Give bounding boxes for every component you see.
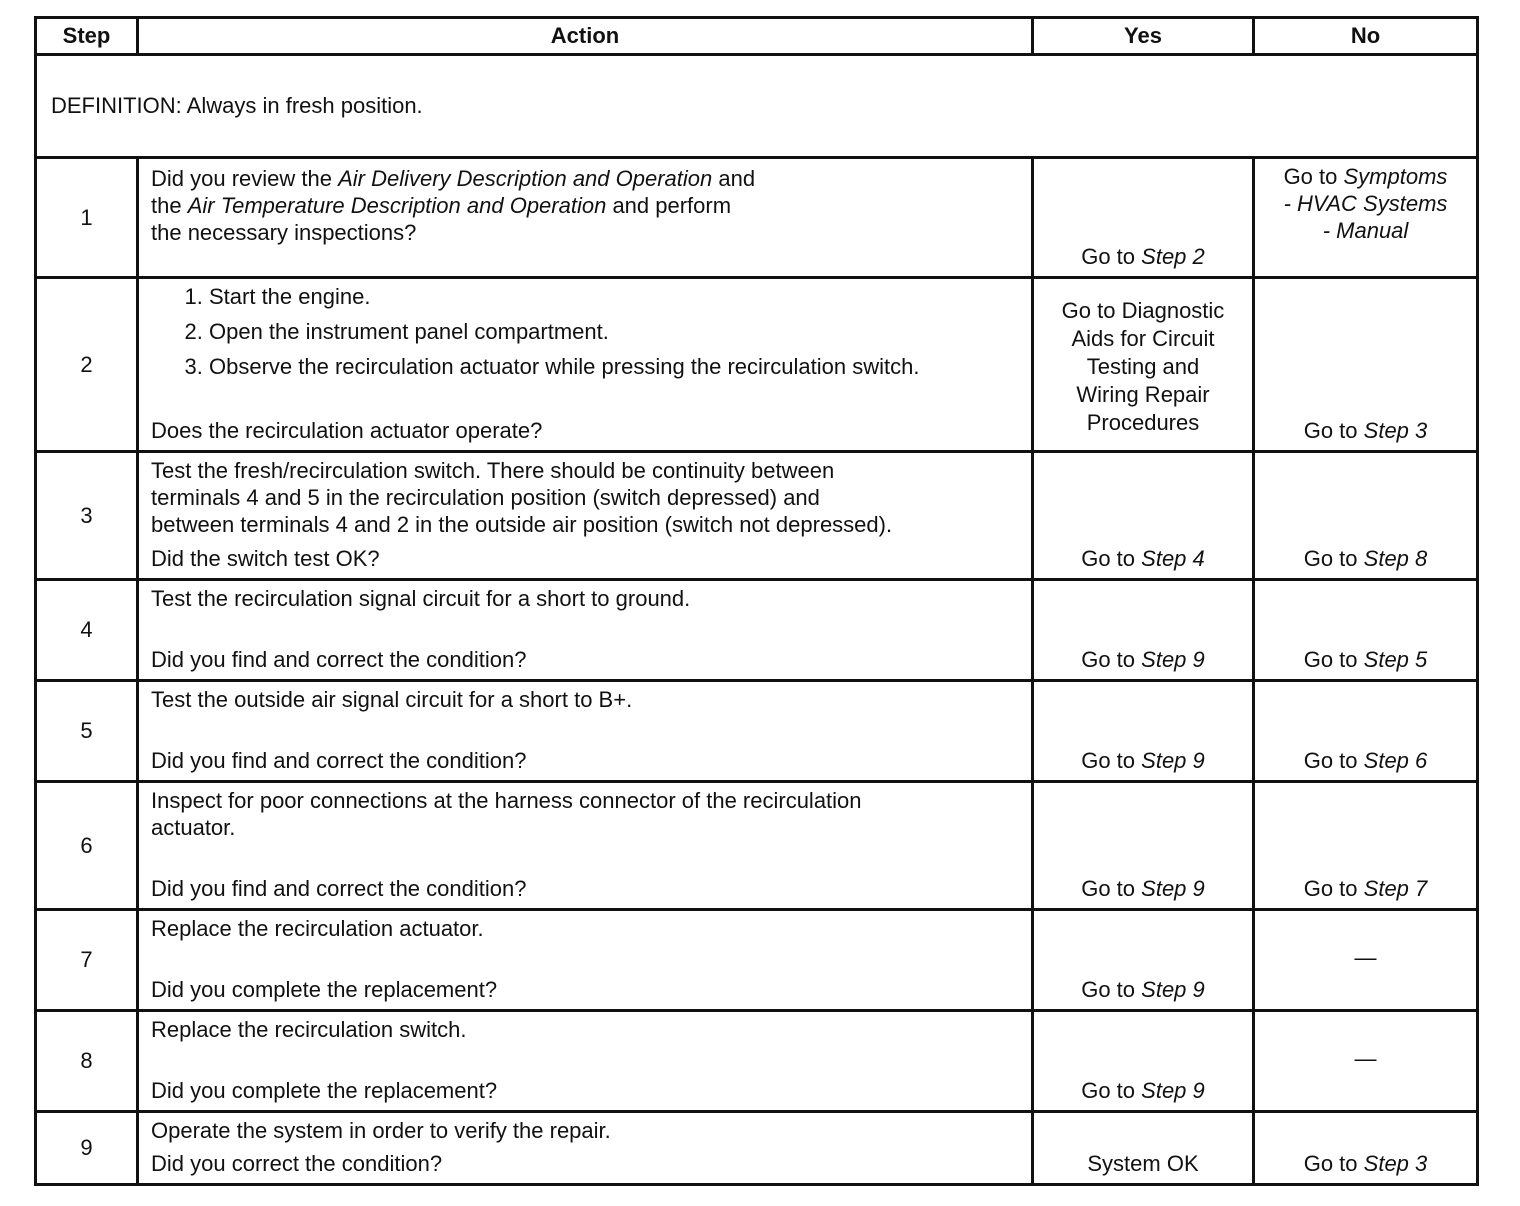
action-cell bbox=[138, 1112, 1033, 1185]
action-text: Replace the recirculation switch. bbox=[151, 1017, 467, 1042]
yes-cell bbox=[1033, 681, 1254, 782]
header-step: Step bbox=[36, 18, 138, 55]
list-item: 3. Observe the recirculation actuator while pressing the recirculation switch. bbox=[209, 353, 1021, 380]
definition-row bbox=[36, 55, 1478, 158]
action-text: Replace the recirculation actuator. bbox=[151, 916, 484, 941]
doc-reference: Symptoms bbox=[1343, 164, 1448, 189]
yes-text: Go to Diagnostic bbox=[1061, 298, 1225, 323]
header-row bbox=[36, 18, 1478, 55]
action-text: Test the fresh/recirculation switch. There should be continuity between bbox=[151, 458, 835, 483]
step-number: 2 bbox=[36, 278, 138, 452]
step-reference: Step 3 bbox=[1363, 418, 1428, 443]
yes-text: System OK bbox=[1087, 1151, 1199, 1176]
action-cell bbox=[138, 681, 1033, 782]
action-cell bbox=[138, 278, 1033, 452]
yes-cell bbox=[1033, 910, 1254, 1011]
action-question: the necessary inspections? bbox=[151, 220, 417, 245]
action-question: Did you complete the replacement? bbox=[151, 1078, 498, 1103]
no-cell bbox=[1254, 158, 1478, 278]
action-question: Did you correct the condition? bbox=[151, 1151, 443, 1176]
go-to-text: Go to bbox=[1081, 647, 1136, 672]
definition-text: DEFINITION: Always in fresh position. bbox=[36, 55, 1478, 158]
action-text: Operate the system in order to verify the repair. bbox=[151, 1118, 611, 1143]
action-question: Does the recirculation actuator operate? bbox=[151, 418, 543, 443]
yes-text: Testing and bbox=[1086, 354, 1200, 379]
header-no: No bbox=[1254, 18, 1478, 55]
no-cell bbox=[1254, 681, 1478, 782]
action-cell bbox=[138, 452, 1033, 580]
doc-reference: - Manual bbox=[1322, 218, 1409, 243]
step-number: 7 bbox=[36, 910, 138, 1011]
action-text: Test the recirculation signal circuit for a short to ground. bbox=[151, 586, 691, 611]
table-row bbox=[36, 158, 1478, 278]
no-cell bbox=[1254, 452, 1478, 580]
step-reference: Step 9 bbox=[1141, 977, 1205, 1002]
step-number: 8 bbox=[36, 1011, 138, 1112]
doc-reference: Air Delivery Description and Operation bbox=[338, 166, 713, 191]
action-cell bbox=[138, 158, 1033, 278]
step-reference: Step 9 bbox=[1141, 748, 1205, 773]
step-reference: Step 3 bbox=[1363, 1151, 1428, 1176]
step-reference: Step 9 bbox=[1141, 1078, 1205, 1103]
action-question: Did you find and correct the condition? bbox=[151, 876, 527, 901]
action-cell bbox=[138, 782, 1033, 910]
step-reference: Step 6 bbox=[1363, 748, 1428, 773]
go-to-text: Go to bbox=[1081, 876, 1136, 901]
action-cell bbox=[138, 910, 1033, 1011]
table-row bbox=[36, 910, 1478, 1011]
header-action: Action bbox=[138, 18, 1033, 55]
step-number: 6 bbox=[36, 782, 138, 910]
table-row bbox=[36, 580, 1478, 681]
go-to-text: Go to bbox=[1081, 244, 1136, 269]
action-text: Test the outside air signal circuit for a short to B+. bbox=[151, 687, 633, 712]
step-number: 4 bbox=[36, 580, 138, 681]
action-list bbox=[151, 283, 1021, 380]
go-to-text: Go to bbox=[1303, 418, 1358, 443]
no-cell bbox=[1254, 1011, 1478, 1112]
action-question: Did you find and correct the condition? bbox=[151, 748, 527, 773]
not-applicable-dash: — bbox=[1354, 944, 1377, 970]
list-item: 2. Open the instrument panel compartment. bbox=[209, 318, 1021, 345]
no-cell bbox=[1254, 782, 1478, 910]
go-to-text: Go to bbox=[1081, 546, 1136, 571]
action-text: the bbox=[151, 193, 188, 218]
step-reference: Step 7 bbox=[1363, 876, 1428, 901]
go-to-text: Go to bbox=[1081, 1078, 1136, 1103]
step-number: 1 bbox=[36, 158, 138, 278]
step-reference: Step 9 bbox=[1141, 647, 1205, 672]
go-to-text: Go to bbox=[1303, 876, 1358, 901]
doc-reference: Air Temperature Description and Operation bbox=[187, 193, 607, 218]
step-number: 3 bbox=[36, 452, 138, 580]
action-question: Did you find and correct the condition? bbox=[151, 647, 527, 672]
diagnostic-table bbox=[34, 16, 1479, 1186]
doc-reference: - HVAC Systems bbox=[1283, 191, 1448, 216]
go-to-text: Go to bbox=[1303, 1151, 1358, 1176]
action-cell bbox=[138, 1011, 1033, 1112]
no-cell bbox=[1254, 1112, 1478, 1185]
step-reference: Step 4 bbox=[1141, 546, 1205, 571]
no-cell bbox=[1254, 580, 1478, 681]
go-to-text: Go to bbox=[1303, 748, 1358, 773]
action-text: between terminals 4 and 2 in the outside air position (switch not depressed). bbox=[151, 512, 893, 537]
action-question: Did the switch test OK? bbox=[151, 546, 380, 571]
table-row bbox=[36, 1011, 1478, 1112]
action-text: and bbox=[712, 166, 756, 191]
yes-text: Aids for Circuit bbox=[1071, 326, 1215, 351]
yes-cell bbox=[1033, 452, 1254, 580]
yes-text: Wiring Repair bbox=[1076, 382, 1210, 407]
step-number: 9 bbox=[36, 1112, 138, 1185]
action-text: and perform bbox=[606, 193, 732, 218]
table-row bbox=[36, 782, 1478, 910]
go-to-text: Go to bbox=[1303, 647, 1358, 672]
action-cell bbox=[138, 580, 1033, 681]
yes-cell bbox=[1033, 1112, 1254, 1185]
yes-cell bbox=[1033, 782, 1254, 910]
go-to-text: Go to bbox=[1081, 977, 1136, 1002]
list-item: 1. Start the engine. bbox=[209, 283, 1021, 310]
yes-cell bbox=[1033, 1011, 1254, 1112]
yes-cell bbox=[1033, 278, 1254, 452]
action-text: Inspect for poor connections at the harness connector of the recirculation bbox=[151, 788, 862, 813]
go-to-text: Go to bbox=[1303, 546, 1358, 571]
go-to-text: Go to bbox=[1283, 164, 1338, 189]
table-row bbox=[36, 681, 1478, 782]
yes-text: Procedures bbox=[1086, 410, 1200, 435]
table-row bbox=[36, 278, 1478, 452]
action-text: actuator. bbox=[151, 815, 236, 840]
step-reference: Step 8 bbox=[1363, 546, 1428, 571]
step-reference: Step 9 bbox=[1141, 876, 1205, 901]
action-text: terminals 4 and 5 in the recirculation position (switch depressed) and bbox=[151, 485, 820, 510]
step-number: 5 bbox=[36, 681, 138, 782]
yes-cell bbox=[1033, 580, 1254, 681]
header-yes: Yes bbox=[1033, 18, 1254, 55]
step-reference: Step 2 bbox=[1141, 244, 1205, 269]
step-reference: Step 5 bbox=[1363, 647, 1428, 672]
action-text: Did you review the bbox=[151, 166, 339, 191]
yes-cell bbox=[1033, 158, 1254, 278]
table-row bbox=[36, 452, 1478, 580]
no-cell bbox=[1254, 910, 1478, 1011]
not-applicable-dash: — bbox=[1354, 1045, 1377, 1071]
go-to-text: Go to bbox=[1081, 748, 1136, 773]
table-row bbox=[36, 1112, 1478, 1185]
no-cell bbox=[1254, 278, 1478, 452]
action-question: Did you complete the replacement? bbox=[151, 977, 498, 1002]
